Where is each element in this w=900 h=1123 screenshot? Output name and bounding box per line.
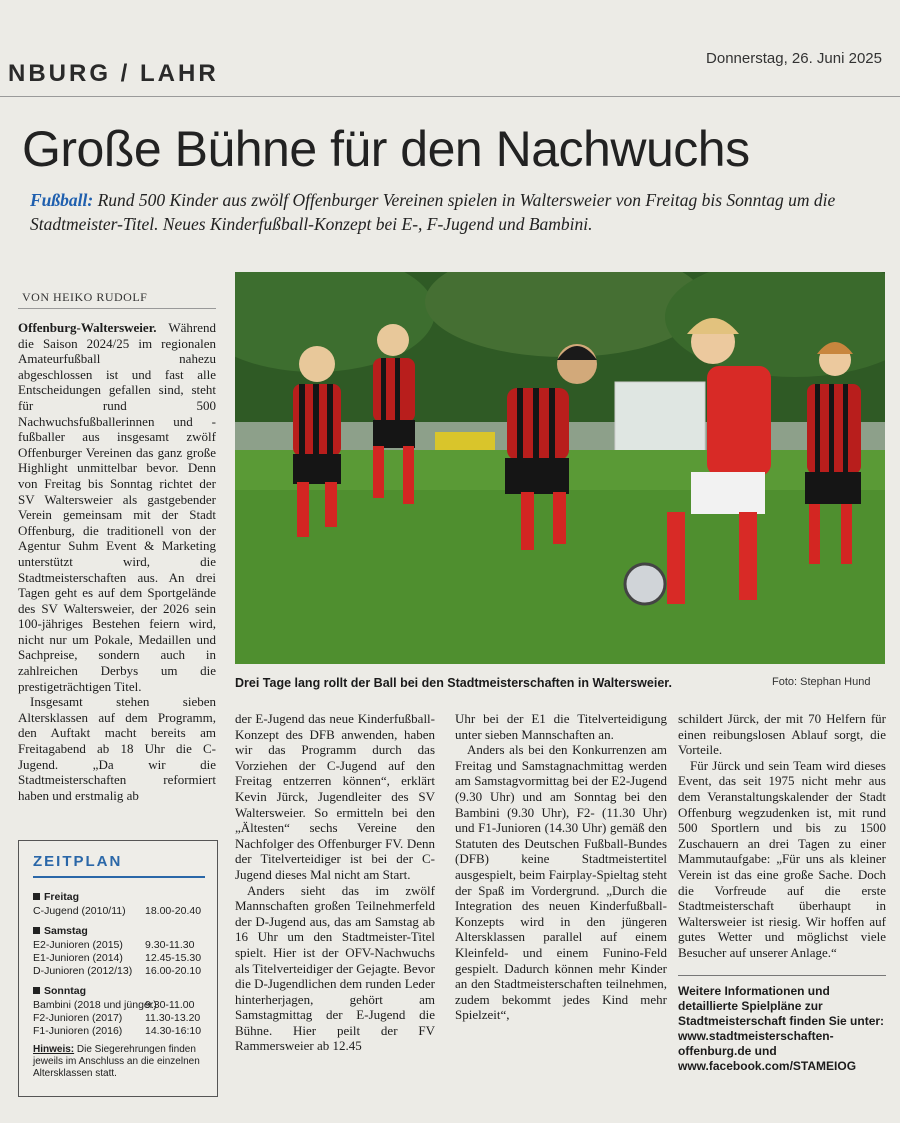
schedule-note [33,1044,213,1080]
schedule-row: E2-Junioren (2015) 9.30-11.30 [33,939,195,951]
square-bullet-icon [33,927,40,934]
article-paragraph: Für Jürck und sein Team wird dieses Event, das seit 1975 nicht mehr aus dem Veranstaltungskalender der Stadt Offenburg wegzudenken ist, mit rund 500 Sportlern und bis zu 1500 Zuschauern an drei Tagen zu einer Mammutaufgabe: „Für uns als kleiner Verein ist das eine große Sache. Doch die Vorfreude auf die erste Stadtmeisterschaft überhaupt in Waltersweier ist riesig. Wir hoffen auf gutes Wetter und möglichst viele Besucher auf unserer Anlage.“ [678,757,886,960]
schedule-day: Samstag [33,925,88,937]
dateline: Offenburg-Waltersweier. [18,320,157,335]
info-divider [678,975,886,976]
article-paragraph: der E-Jugend das neue Kinderfußball-Konzept des DFB anwenden, haben wir das Programm durch das Vorziehen der C-Jugend auf den Freitag entzerren können“, erklärt Kevin Jürck, Jugendleiter des SV Waltersweier. So ermitteln bei den „Ältesten“ sechs Vereine den Nachfolger des Offenburger FV. Denn der Titelverteidiger ist bei der C-Jugend dieses Mal nicht am Start. [235,711,435,882]
paragraph-text: Während die Saison 2024/25 im regionalen Amateurfußball nahezu abgeschlossen ist und fast alle Entscheidungen gefallen sind, steht für rund 500 Nachwuchsfußballerinnen und -fußballer aus insgesamt zwölf Offenburger Vereinen das ganz große Highlight unmittelbar bevor. Denn von Freitag bis Sonntag richtet der SV Waltersweier als gastgebender Verein gemeinsam mit der Stadt Offenburg, die traditionell von der Agentur Suhm Event & Marketing unterstützt wird, die Stadtmeisterschaften aus. An drei Tagen geht es auf dem Sportgelände des SV Waltersweier, der 2026 sein 100-jähriges Bestehen feiern wird, nicht nur um Pokale, Medaillen und Sachpreise, sondern auch in zahlreichen Derbys um die prestigeträchtigen Titel. [18,320,216,694]
square-bullet-icon [33,987,40,994]
note-text: Die Siegerehrungen finden jeweils im Anschluss an die einzelnen Altersklassen statt. [33,1044,200,1079]
article-paragraph [18,320,216,694]
issue-date: Donnerstag, 26. Juni 2025 [706,50,882,67]
header-divider [0,96,900,97]
schedule-row: F1-Junioren (2016) 14.30-16:10 [33,1025,202,1037]
schedule-day: Sonntag [33,985,86,997]
article-photo [235,272,885,664]
schedule-row: E1-Junioren (2014) 12.45-15.30 [33,952,202,964]
schedule-day: Freitag [33,891,79,903]
lead-paragraph [30,188,885,236]
schedule-box [18,840,218,1097]
article-paragraph: Uhr bei der E1 die Titelverteidigung unter sieben Mannschaften an. [455,711,667,742]
article-column-1 [18,320,216,803]
article-column-3 [455,711,667,1023]
square-bullet-icon [33,893,40,900]
headline: Große Bühne für den Nachwuchs [22,121,750,177]
football-kids-illustration [235,272,885,664]
schedule-row: F2-Junioren (2017) 11.30-13.20 [33,1012,201,1024]
photo-caption: Drei Tage lang rollt der Ball bei den Stadtmeisterschaften in Waltersweier. [235,676,672,690]
schedule-row: Bambini (2018 und jünger) 9.30-11.00 [33,999,195,1011]
article-column-4 [678,711,886,1074]
schedule-title: ZEITPLAN [33,853,123,870]
schedule-row: D-Junioren (2012/13) 16.00-20.10 [33,965,202,977]
article-column-2 [235,711,435,1054]
section-label: NBURG / LAHR [8,60,219,87]
lead-kicker: Fußball: [30,190,94,210]
byline-divider [18,308,216,309]
lead-text: Rund 500 Kinder aus zwölf Offenburger Vereinen spielen in Waltersweier von Freitag bis Sonntag um die Stadtmeister-Titel. Neues Kinderfußball-Konzept bei E-, F-Jugend und Bambini. [30,190,836,234]
schedule-title-rule [33,876,205,878]
schedule-row: C-Jugend (2010/11) 18.00-20.40 [33,905,202,917]
article-paragraph: Insgesamt stehen sieben Altersklassen auf dem Programm, den Auftakt macht bereits am Freitagabend ab 18 Uhr die C-Jugend. „Da wir die Stadtmeisterschaften reformiert haben und erstmalig ab [18,694,216,803]
article-paragraph: Anders als bei den Konkurrenzen am Freitag und Samstagnachmittag werden am Samstagvormittag bei der E2-Jugend (9.30 Uhr) und am Sonntag bei den Bambini (9.30 Uhr), F2- (11.30 Uhr) und F1-Junioren (14.30 Uhr) gemäß den Statuten des Deutschen Fußball-Bundes (DFB) keine Stadtmeistertitel ausgespielt, beim Fairplay-Spieltag steht der Spaß im Vordergrund. „Durch die Integration des neuen Kinderfußball-Konzepts wird in den jüngeren Altersklassen parallel auf einem Kleinfeld- und einem Funino-Feld gespielt. Dadurch können mehr Kinder an den Stadtmeisterschaften teilnehmen, zudem bekommt jedes Kind mehr Spielzeit“, [455,742,667,1023]
photo-credit: Foto: Stephan Hund [772,676,871,688]
byline: VON HEIKO RUDOLF [22,290,148,304]
article-paragraph: Anders sieht das im zwölf Mannschaften großen Teilnehmerfeld der D-Jugend aus, das am Samstag ab 16 Uhr um den Stadtmeister-Titel spielt. Hier ist der OFV-Nachwuchs als Titelverteidiger der Gejagte. Bevor die D-Jugendlichen dem runden Leder hinterherjagen, gehört am Samstagmittag der E-Jugend die Bühne. Hier peilt der FV Rammersweier ab 12.45 [235,882,435,1054]
note-label: Hinweis: [33,1044,75,1055]
info-box: Weitere Informationen und detaillierte Spielpläne zur Stadtmeisterschaft finden Sie unter: www.stadtmeisterschaften-offenburg.de und www.facebook.com/STAMEIOG [678,983,885,1073]
article-paragraph: schildert Jürck, der mit 70 Helfern für einen reibungslosen Ablauf sorgt, die Vorteile. [678,711,886,758]
